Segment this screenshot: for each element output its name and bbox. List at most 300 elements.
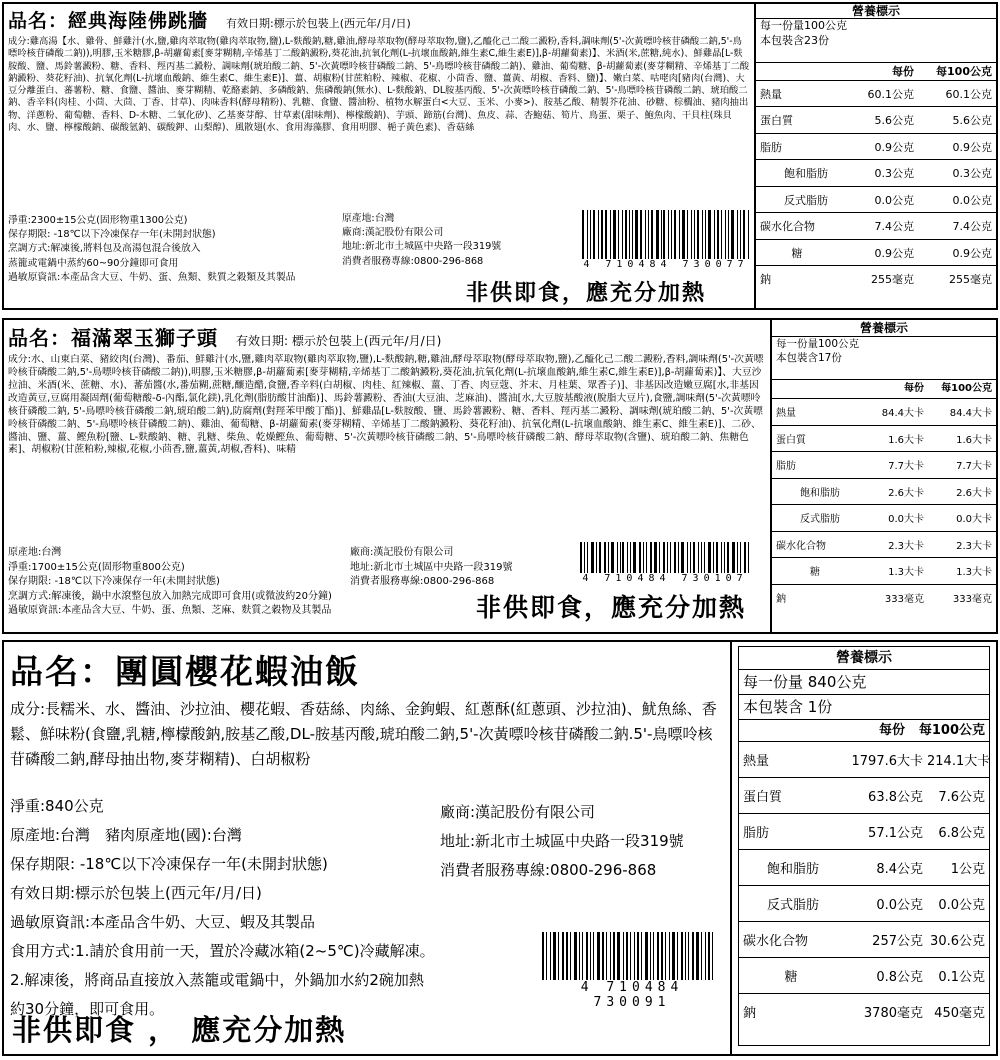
usage-2: 2.解凍後，將商品直接放入蒸籠或電鍋中，外鍋加水約2碗加熱 (10, 971, 424, 989)
barcode-bar (579, 932, 580, 980)
nutrient-per-serving: 3780毫克 (863, 1006, 923, 1021)
barcode-bar (635, 210, 638, 259)
barcode-bar (692, 932, 694, 980)
barcode-bar (550, 932, 551, 980)
barcode-bar (584, 542, 585, 573)
nutrient-label: 蛋白質 (776, 434, 806, 446)
nutrition-row (772, 478, 996, 505)
barcode-bar (740, 542, 741, 573)
barcode-bar (640, 210, 642, 259)
allergen: 過敏原資訊:本產品含大豆、牛奶、蛋、魚類、芝麻、麩質之穀物及其製品 (8, 605, 332, 616)
barcode-bar (546, 932, 547, 980)
heat-warning: 非供即食，應充分加熱 (476, 593, 747, 622)
nutrition-row (739, 777, 989, 813)
barcode-bar (599, 542, 601, 573)
barcode-bar (690, 542, 691, 573)
nutrient-per-serving: 84.4大卡 (881, 408, 924, 420)
barcode-bar (671, 210, 672, 259)
origin: 原產地:台灣 (342, 213, 395, 224)
nutrition-row (739, 957, 989, 993)
barcode-bar (601, 210, 603, 259)
barcode-bar (590, 932, 591, 980)
barcode-bar (705, 210, 706, 259)
nutrition-row (772, 425, 996, 452)
nutrient-label: 反式脂肪 (800, 514, 840, 526)
nutrient-per-serving: 7.4公克 (874, 220, 914, 234)
nutrient-per-100g: 7.6公克 (938, 790, 985, 805)
nutrient-label: 反式脂肪 (767, 898, 820, 913)
nutrition-panel (772, 320, 996, 632)
barcode-bar (596, 542, 597, 573)
nutrient-label: 飽和脂肪 (784, 167, 828, 181)
nutrient-per-100g: 30.6公克 (930, 934, 985, 949)
nutrient-per-serving: 0.0大卡 (888, 514, 924, 526)
meta-right-block (440, 798, 730, 885)
address: 地址:新北市土城區中央路一段319號 (440, 832, 684, 850)
barcode-bar (748, 542, 749, 573)
nutrient-per-serving: 257公克 (872, 934, 923, 949)
nutrient-per-serving: 2.3大卡 (888, 540, 924, 552)
barcode-bar (688, 932, 689, 980)
barcode-bar (570, 932, 571, 980)
heat-warning: 非供即食 ， 應充分加熱 (12, 1013, 347, 1047)
nutrient-label: 熱量 (743, 754, 770, 769)
address: 地址:新北市土城區中央路一段319號 (342, 241, 502, 253)
barcode-bar (613, 210, 616, 259)
nutrient-per-100g: 450毫克 (934, 1006, 985, 1021)
barcode-bar (667, 542, 668, 573)
nutrient-per-100g: 7.4公克 (952, 220, 992, 234)
barcode-bar (687, 210, 688, 259)
nutrient-label: 碳水化合物 (776, 540, 826, 552)
nutrient-per-100g: 0.9公克 (952, 140, 992, 154)
barcode-bar (744, 542, 746, 573)
barcode-bar (580, 542, 582, 573)
barcode-bar (542, 932, 544, 980)
barcode-bar (627, 542, 628, 573)
barcode-bar (613, 932, 615, 980)
barcode-bar (641, 932, 642, 980)
nutrient-label: 熱量 (776, 408, 796, 420)
barcode-bar (582, 210, 584, 259)
cooking: 烹調方式:解凍後，鍋中水滾整包放入加熱完成即可食用(或微波約20分鐘) (8, 590, 332, 602)
nutrition-row (756, 212, 996, 239)
barcode-bar (604, 542, 606, 573)
nutrition-header (739, 719, 989, 741)
barcode-bar (708, 932, 710, 980)
nutrient-per-serving: 0.9公克 (874, 140, 914, 154)
nutrition-header (756, 62, 996, 80)
barcode-bar (681, 542, 684, 573)
cooking-1: 烹調方式:解凍後,將料包及高湯包混合後放入 (8, 243, 201, 255)
nutrient-per-serving: 5.6公克 (874, 114, 914, 128)
barcode-bar (748, 210, 749, 259)
barcode-bar (740, 210, 741, 259)
barcode-bar (590, 210, 591, 259)
nutrient-per-serving: 0.0公克 (874, 193, 914, 207)
manufacturer: 廠商:漢記股份有限公司 (440, 803, 596, 821)
barcode-bars (580, 542, 750, 573)
barcode-bar (659, 542, 660, 573)
barcode-bar (701, 542, 702, 573)
expiry-text: 有效日期:標示於包裝上(西元年/月/日) (10, 884, 262, 902)
barcode-bar (610, 210, 611, 259)
product-name: 品名：福滿翠玉獅子頭 (8, 326, 218, 350)
nutrient-label: 熱量 (760, 87, 782, 101)
barcode-bar (701, 932, 702, 980)
servings-per-pack: 本包裝含 1份 (743, 698, 833, 716)
nutrient-per-serving: 8.4公克 (876, 862, 923, 877)
nutrient-label: 鈉 (743, 1006, 757, 1021)
barcode-bar (670, 542, 671, 573)
barcode-bar (562, 932, 564, 980)
expiry-text: 有效日期:標示於包裝上(西元年/月/日) (226, 17, 411, 30)
barcode-bar (622, 542, 624, 573)
nutrition-inner-box (738, 646, 990, 1046)
meta-right-block (342, 212, 572, 269)
barcode-bar (553, 932, 556, 980)
nutrient-per-serving: 63.8公克 (868, 790, 923, 805)
nutrient-per-serving: 1.6大卡 (888, 434, 924, 446)
barcode-bar (716, 542, 718, 573)
barcode-bar (637, 932, 639, 980)
nutrient-label: 反式脂肪 (784, 193, 828, 207)
nutrient-label: 脂肪 (743, 826, 770, 841)
serving-info (772, 337, 996, 380)
nutrient-per-100g: 0.9公克 (952, 246, 992, 260)
barcode-bar (674, 210, 676, 259)
barcode-bar (677, 932, 678, 980)
ingredients-text: 成分:長糯米、水、醬油、沙拉油、櫻花蝦、香菇絲、肉絲、金鉤蝦、紅蔥酥(紅蔥頭、沙拉油)、魷魚絲、香鬆、鮮味粉(食鹽,乳糖,檸檬酸鈉,胺基乙酸,DL-胺基丙酸,琥珀酸二鈉,5'-次黃嘌呤核苷磷酸二鈉.5'-鳥嘌呤核苷磷酸二鈉,酵母抽出物,麥芽糊精)、白胡椒粉 (10, 700, 717, 768)
nutrient-label: 鈉 (760, 273, 771, 287)
barcode-bar (724, 542, 725, 573)
barcode-bar (645, 210, 646, 259)
barcode-bar (708, 210, 711, 259)
serving-info (739, 670, 989, 719)
barcode-bar (623, 932, 624, 980)
barcode-digits: 4 710484 730091 (542, 980, 722, 1010)
barcode-bar (602, 932, 604, 980)
nutrition-row (772, 451, 996, 478)
nutrient-per-serving: 2.6大卡 (888, 487, 924, 499)
nutrition-row (772, 531, 996, 558)
barcode-digits: 4 710484 730077 (583, 259, 749, 270)
nutrition-row (756, 159, 996, 186)
nutrient-per-100g: 333毫克 (952, 593, 992, 605)
barcode (542, 932, 722, 1010)
nutrient-per-serving: 0.8公克 (876, 970, 923, 985)
storage: 保存期限: -18℃以下冷凍保存一年(未開封狀態) (8, 576, 220, 587)
label-shizitou (2, 318, 998, 634)
nutrition-row (772, 557, 996, 584)
meta-left-block (8, 214, 338, 285)
nutrition-row (739, 921, 989, 957)
barcode-bar (598, 210, 599, 259)
barcode-bar (663, 542, 665, 573)
nutrient-per-100g: 84.4大卡 (949, 408, 992, 420)
manufacturer: 廠商:漢記股份有限公司 (342, 227, 444, 239)
barcode-bar (593, 932, 594, 980)
barcode-bar (606, 932, 607, 980)
barcode-bar (665, 932, 666, 980)
heat-warning: 非供即食，應充分加熱 (466, 281, 707, 306)
barcode-bar (693, 542, 695, 573)
barcode-bar (620, 542, 621, 573)
nutrition-panel (732, 642, 996, 1054)
nutrition-row (756, 106, 996, 133)
barcode-bar (737, 210, 738, 259)
barcode-bar (639, 542, 641, 573)
barcode-bar (714, 210, 715, 259)
barcode-bar (558, 932, 559, 980)
barcode-bar (633, 542, 636, 573)
barcode-bar (728, 210, 730, 259)
barcode-bar (582, 932, 583, 980)
barcode-bar (626, 932, 628, 980)
barcode-bar (617, 932, 620, 980)
barcode-bar (586, 932, 588, 980)
nutrition-row (756, 186, 996, 213)
barcode-bar (705, 932, 706, 980)
barcode-bar (691, 210, 692, 259)
servings-per-pack: 本包裝含23份 (760, 33, 829, 47)
nutrient-label: 蛋白質 (743, 790, 783, 805)
hotline: 消費者服務專線:0800-296-868 (350, 576, 495, 587)
barcode-bar (646, 542, 647, 573)
expiry-text: 有效日期: 標示於包裝上(西元年/月/日) (236, 334, 442, 348)
nutrient-label: 糖 (810, 567, 820, 579)
net-weight: 淨重:840公克 (10, 797, 104, 815)
nutrition-row (739, 849, 989, 885)
nutrition-rows (739, 741, 989, 1029)
barcode-bar (721, 542, 722, 573)
label-youfan (2, 640, 998, 1056)
barcode-bar (708, 542, 711, 573)
barcode-bar (682, 210, 685, 259)
barcode-bar (679, 210, 680, 259)
serving-info (756, 19, 996, 62)
barcode-bar (630, 542, 631, 573)
cooking-2: 蒸籠或電鍋中蒸約60~90分鐘即可食用 (8, 257, 179, 269)
nutrient-per-serving: 1.3大卡 (888, 567, 924, 579)
storage: 保存期限: -18℃以下冷凍保存一年(未開封狀態) (10, 855, 328, 873)
nutrition-title: 營養標示 (739, 647, 989, 670)
nutrient-label: 脂肪 (776, 461, 796, 473)
nutrient-per-100g: 2.3大卡 (956, 540, 992, 552)
allergen: 過敏原資訊:本產品含牛奶、大豆、蝦及其製品 (10, 913, 316, 931)
barcode-bar (681, 932, 683, 980)
nutrient-per-100g: 0.1公克 (938, 970, 985, 985)
barcode-digits: 4 710484 730107 (580, 573, 750, 584)
col-per-100g: 每100公克 (936, 64, 992, 78)
nutrient-per-serving: 255毫克 (871, 273, 914, 287)
nutrition-header (772, 380, 996, 398)
nutrient-per-100g: 0.0大卡 (956, 514, 992, 526)
product-name: 品名：團圓櫻花蝦油飯 (10, 652, 360, 691)
barcode-bar (574, 932, 577, 980)
nutrition-rows (772, 398, 996, 610)
nutrition-row (739, 993, 989, 1029)
nutrient-label: 碳水化合物 (760, 220, 815, 234)
nutrition-panel (756, 4, 996, 308)
barcode-bar (587, 210, 588, 259)
barcode-bar (605, 210, 607, 259)
manufacturer: 廠商:漢記股份有限公司 (350, 547, 454, 558)
nutrient-per-serving: 60.1公克 (867, 87, 914, 101)
barcode-bar (645, 932, 648, 980)
barcode-bar (713, 542, 714, 573)
nutrient-label: 飽和脂肪 (767, 862, 820, 877)
hotline: 消費者服務專線:0800-296-868 (342, 255, 484, 267)
barcode-bar (591, 542, 594, 573)
nutrition-row (772, 584, 996, 611)
barcode-bars (582, 210, 750, 259)
serving-size: 每一份量100公克 (760, 19, 847, 32)
nutrition-rows (756, 80, 996, 292)
nutrient-per-serving: 333毫克 (884, 593, 924, 605)
barcode-bar (698, 542, 700, 573)
nutrient-per-100g: 1.3大卡 (956, 567, 992, 579)
product-name-row (10, 646, 724, 693)
barcode-bar (643, 542, 644, 573)
serving-size: 每一份量 840公克 (739, 670, 989, 695)
nutrient-per-serving: 1797.6大卡 (851, 754, 923, 769)
barcode-bar (610, 932, 611, 980)
barcode-bar (668, 210, 669, 259)
nutrient-label: 糖 (784, 970, 798, 985)
nutrition-row (756, 239, 996, 266)
product-name-row (8, 322, 766, 351)
storage: 保存期限: -18℃以下冷凍保存一年(未開封狀態) (8, 229, 216, 241)
barcode-bar (696, 932, 699, 980)
nutrient-per-serving: 57.1公克 (868, 826, 923, 841)
nutrition-row (756, 80, 996, 107)
barcode-bar (717, 210, 719, 259)
nutrient-label: 蛋白質 (760, 114, 793, 128)
nutrient-per-100g: 6.8公克 (938, 826, 985, 841)
nutrient-label: 碳水化合物 (743, 934, 809, 949)
barcode-bar (725, 210, 726, 259)
barcode-bar (618, 210, 619, 259)
col-per-100g: 每100公克 (941, 383, 992, 395)
nutrient-per-100g: 7.7大卡 (956, 461, 992, 473)
servings-per-pack: 本包裝含17份 (776, 352, 842, 365)
nutrient-label: 糖 (791, 246, 803, 260)
barcode-bar (632, 210, 633, 259)
nutrition-row (739, 885, 989, 921)
nutrient-per-100g: 60.1公克 (945, 87, 992, 101)
barcode-bar (704, 542, 705, 573)
nutrient-per-100g: 255毫克 (949, 273, 992, 287)
barcode-bar (702, 210, 703, 259)
barcode-bar (656, 210, 659, 259)
meta-right-block (350, 546, 570, 590)
barcode-bar (608, 542, 609, 573)
nutrient-per-serving: 0.0公克 (876, 898, 923, 913)
usage-1: 食用方式:1.請於食用前一天，置於冷藏冰箱(2~5℃)冷藏解凍。 (10, 942, 435, 960)
nutrient-per-100g: 0.0公克 (952, 193, 992, 207)
nutrient-label: 鈉 (776, 593, 786, 605)
barcode-bar (634, 932, 635, 980)
barcode-bar (663, 210, 665, 259)
barcode-bar (685, 932, 686, 980)
barcode-bar (597, 932, 600, 980)
nutrition-row (739, 741, 989, 777)
ingredients-text: 成分:雞高湯【水、雞骨、鮮雞汁(水,鹽,雞肉萃取物(雞肉萃取物,鹽),L-麩酸鈉,糖,雞油,酵母萃取物(酵母萃取物,鹽),乙醯化己二酸二澱粉,香料,調味劑(5'-次黃嘌呤核苷磷酸二鈉,5'-鳥嘌呤核苷磷酸二鈉)),明膠,玉米糖膠,β-胡蘿蔔素[麥芽糊精,辛烯基丁二酸鈉澱粉,葵花油,抗氧化劑(L-抗壞血酸鈉,維生素C,維生素E)],β-胡蘿蔔素)】、米酒(米,蔗糖,純水)、鮮雞晶[L-麩胺酸、鹽、馬鈴薯澱粉、糖、香料、羥丙基二澱粉、調味劑(琥珀酸二鈉、5'-次黃嘌呤核苷磷酸二鈉、5'-鳥嘌呤核苷磷酸二鈉)、雞油、葡萄糖、β-胡蘿蔔素(麥芽糊精、辛烯基丁二酸鈉澱粉、葵花籽油)、抗氧化劑(L-抗壞血酸鈉、維生素C、維生素E)]、薑、胡椒粉(甘蔗粕粉、辣椒、花椒、小茴香、鹽、薑黃、胡椒、香料、鹽)】、嫩白菜、咕咾肉[豬肉(台灣)、大豆分離蛋白、蕃薯粉、糖、食鹽、醬油、麥芽糊精、乾酪素鈉、多磷酸鈉、焦磷酸鈉(無水)、L-麩酸鈉、DL胺基丙酸、5'-次黃嘌呤核苷磷酸二鈉、5'-鳥嘌呤核苷磷酸二鈉、琥珀酸二鈉、香辛料(肉桂、小茴、大茴、丁香、甘草)、肉味香料(酵母精粉)、乳糖、食鹽、醬油粉、植物水解蛋白<大豆、玉米、小麥>)、胺基乙酸、精製芥花油、砂糖、棕櫚油、豬肉抽出物、洋蔥粉、葡萄糖、香料、D-木糖、二氧化矽)、乙基麥芽醇、甘草素(甜味劑)、檸檬酸鈉)、芋頭、蹄筋(台灣)、魚皮、蒜、杏鮑菇、筍片、鳥蛋、栗子、鮑魚肉、干貝柱(珠貝肉、水、鹽、檸檬酸鈉、碳酸氫鈉、碳酸鉀、山梨醇)、風散翅(水、食用海藻膠、食用明膠、梔子黃色素)、香菇絲 (8, 36, 750, 133)
barcode-bar (625, 210, 627, 259)
origin: 原產地:台灣 豬肉原產地(國):台灣 (10, 826, 242, 844)
serving-size: 每一份量100公克 (776, 338, 860, 350)
nutrient-label: 脂肪 (760, 140, 782, 154)
barcode-bar (622, 210, 623, 259)
nutrient-per-100g: 214.1大卡 (927, 754, 991, 769)
barcode-bar (611, 542, 614, 573)
nutrition-row (772, 504, 996, 531)
nutrient-label: 飽和脂肪 (800, 487, 840, 499)
nutrition-row (739, 813, 989, 849)
origin: 原產地:台灣 (8, 547, 62, 558)
barcode-bar (650, 542, 652, 573)
nutrient-per-100g: 1公克 (950, 862, 985, 877)
barcode (582, 210, 750, 270)
barcode-bar (669, 932, 670, 980)
barcode-bar (732, 542, 735, 573)
barcode-bar (653, 932, 654, 980)
barcode-bar (593, 210, 596, 259)
nutrient-per-100g: 1.6大卡 (956, 434, 992, 446)
barcode-bar (661, 932, 663, 980)
nutrient-per-serving: 7.7大卡 (888, 461, 924, 473)
nutrient-per-100g: 2.6大卡 (956, 487, 992, 499)
col-per-serving: 每份 (904, 383, 924, 395)
nutrition-title: 營養標示 (772, 320, 996, 337)
nutrient-per-100g: 5.6公克 (952, 114, 992, 128)
allergen: 過敏原資訊:本產品含大豆、牛奶、蛋、魚類、麩質之穀類及其製品 (8, 271, 296, 283)
barcode-bar (727, 542, 729, 573)
barcode-bar (587, 542, 588, 573)
barcode-bar (654, 542, 657, 573)
nutrient-per-100g: 0.3公克 (952, 167, 992, 181)
address: 地址:新北市土城區中央路一段319號 (350, 561, 513, 573)
nutrition-row (772, 398, 996, 425)
net-weight: 淨重:1700±15公克(固形物重800公克) (8, 561, 185, 573)
barcode-bar (566, 932, 568, 980)
col-per-100g: 每100公克 (918, 723, 985, 738)
barcode-bar (657, 932, 659, 980)
barcode-bars (542, 932, 722, 980)
barcode-bar (694, 210, 696, 259)
barcode-bar (650, 932, 651, 980)
ingredients-text: 成分:水、山東白菜、豬絞肉(台灣)、番茄、鮮雞汁(水,鹽,雞肉萃取物(雞肉萃取物,鹽),L-麩酸鈉,糖,雞油,酵母萃取物(酵母萃取物,鹽),乙醯化己二酸二澱粉,香料,調味劑(5'-次黃嘌呤核苷磷酸二鈉,5'-鳥嘌呤核苷磷酸二鈉)),明膠,玉米糖膠,β-胡蘿蔔素[麥芽糊精,辛烯基丁二酸鈉澱粉,葵花油,抗氧化劑(L-抗壞血酸鈉,維生素C,維生素E)],β-胡蘿蔔素)】、大豆沙拉油、米酒(米、蔗糖、水)、蕃茄醬(水,番茄糊,蔗糖,釀造醋,食鹽,香辛料(白胡椒、肉桂、紅辣椒、薑、丁香、肉豆蔻、芥末、月桂葉、眾香子)]、非基因改造嫩豆腐[水,非基因改造黃豆,豆腐用凝固劑(葡萄糖酸-δ-內酯,氯化鎂),乳化劑(脂肪酸甘油酯)]、馬鈴薯澱粉、香油(大豆油、芝麻油)、醬油[水,大豆胺基酸液(脫脂大豆片),食鹽,調味劑(5'-次黃嘌呤核苷磷酸二鈉, 5'-鳥嘌呤核苷磷酸二鈉,琥珀酸二鈉),防腐劑(對羥苯甲酸丁酯)]、鮮雞晶[L-麩胺酸、鹽、馬鈴薯澱粉、糖、香料、羥丙基二澱粉、調味劑(琥珀酸二鈉、5'-次黃嘌呤核苷磷酸二鈉、5'-鳥嘌呤核苷磷酸二鈉)、雞油、葡萄糖、β-胡蘿蔔素(麥芽糊精、辛烯基丁二酸鈉澱粉、葵花籽油)、抗氧化劑(L-抗壞血酸鈉、維生素C、維生素E)]、二砂、醬油、鹽、薑、鰹魚粉[鹽、L-麩酸鈉、糖、乳糖、柴魚、乾燥鰹魚、葡萄糖、5'-次黃嘌呤核苷磷酸二鈉、5'-鳥嘌呤核苷磷酸二鈉、酵母萃取物(含鹽)、琥珀酸二鈉、焦糖色素]、胡椒粉(甘蔗粕粉,辣椒,花椒,小茴香,鹽,薑黃,胡椒,香料)、味精 (8, 354, 764, 456)
product-name-row (8, 6, 750, 33)
barcode-bar (743, 210, 745, 259)
col-per-serving: 每份 (878, 723, 905, 738)
nutrient-per-serving: 0.9公克 (874, 246, 914, 260)
barcode-bar (674, 542, 676, 573)
barcode-bar (630, 932, 631, 980)
nutrition-row (756, 265, 996, 292)
barcode-bar (617, 542, 618, 573)
barcode-bar (712, 932, 713, 980)
label-fotiaoqiang (2, 2, 998, 310)
nutrition-title: 營養標示 (756, 4, 996, 19)
barcode-bar (661, 210, 662, 259)
barcode-bar (731, 210, 734, 259)
barcode-bar (651, 210, 653, 259)
barcode-bar (697, 210, 699, 259)
nutrition-row (756, 133, 996, 160)
barcode-bar (648, 210, 649, 259)
